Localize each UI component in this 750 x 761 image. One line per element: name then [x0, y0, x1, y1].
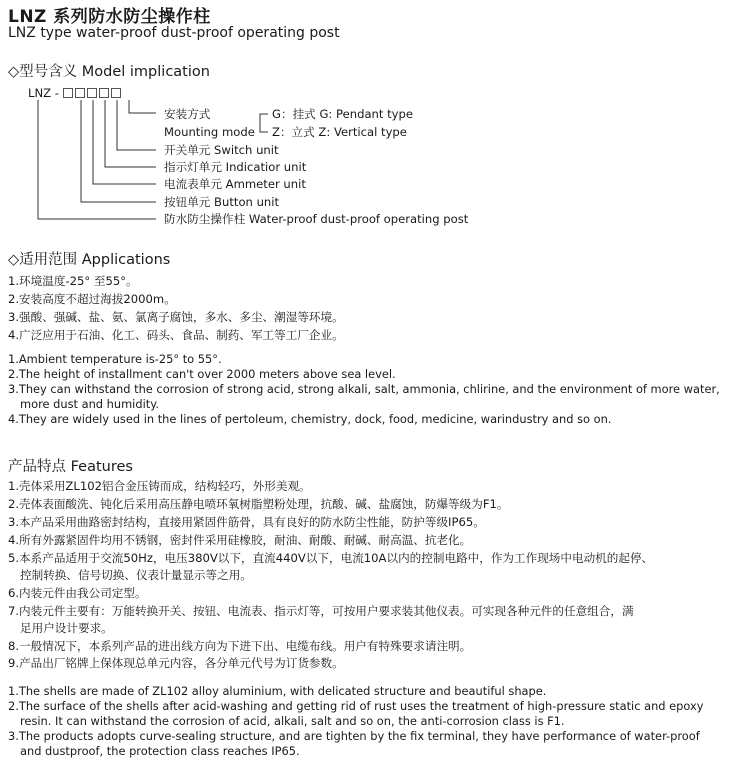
mount-en: Mounting mode: [164, 125, 255, 139]
feat-en-3: 3.The products adopts curve-sealing structure, and are tighten by the fix terminal, they have performance of water-proof: [8, 729, 700, 743]
mount-bracket: [260, 114, 268, 132]
feat-cn-6: 6.内装元件由我公司定型。: [8, 586, 147, 600]
label-ammeter-unit: 电流表单元 Ammeter unit: [164, 177, 306, 191]
label-button-unit: 按钮单元 Button unit: [164, 195, 280, 209]
connector-button: [81, 100, 156, 202]
label-operating-post: 防水防尘操作柱 Water-proof dust-proof operating post: [164, 212, 469, 226]
connector-post: [38, 100, 156, 219]
app-cn-3: 3.强酸、强碱、盐、氨、氯离子腐蚀，多水、多尘、潮湿等环境。: [8, 310, 344, 324]
feat-cn-7-cont: 足用户设计要求。: [20, 621, 113, 635]
feat-en-2-cont: resin. It can withstand the corrosion of acid, alkali, salt and so on, the anti-corrosion class is F1.: [20, 714, 565, 728]
option-pendant: G：挂式 G: Pendant type: [272, 107, 414, 121]
feat-en-3-cont: and dustproof, the protection class reaches IP65.: [20, 744, 300, 758]
feat-cn-7: 7.内装元件主要有：万能转换开关、按钮、电流表、指示灯等，可按用户要求装其他仪表。可实现各种元件的任意组合，满: [8, 604, 634, 618]
feat-cn-8: 8.一般情况下，本系列产品的进出线方向为下进下出、电缆布线。用户有特殊要求请注明。: [8, 639, 472, 653]
app-cn-2: 2.安装高度不超过海拔2000m。: [8, 292, 176, 306]
label-switch-unit: 开关单元 Switch unit: [164, 143, 279, 157]
feat-en-1: 1.The shells are made of ZL102 alloy aluminium, with delicated structure and beautiful shape.: [8, 684, 547, 698]
feat-cn-9: 9.产品出厂铭牌上保体现总单元内容，各分单元代号为订货参数。: [8, 656, 344, 670]
app-en-3: 3.They can withstand the corrosion of strong acid, strong alkali, salt, ammonia, chlirine, and the environment of more water,: [8, 382, 720, 396]
feat-cn-2: 2.壳体表面酸洗、钝化后采用高压静电喷环氧树脂塑粉处理，抗酸、碱、盐腐蚀，防爆等级为F1。: [8, 497, 509, 511]
app-cn-4: 4.广泛应用于石油、化工、码头、食品、制药、军工等工厂企业。: [8, 328, 344, 342]
feat-cn-1: 1.壳体采用ZL102铝合金压铸而成，结构轻巧，外形美观。: [8, 479, 311, 493]
feat-en-2: 2.The surface of the shells after acid-washing and getting rid of rust uses the treatment of high-pressure static and epoxy: [8, 699, 704, 713]
model-prefix: LNZ -: [28, 86, 59, 100]
app-en-2: 2.The height of installment can't over 2000 meters above sea level.: [8, 367, 396, 381]
app-en-1: 1.Ambient temperature is-25° to 55°.: [8, 352, 222, 366]
app-en-3-cont: more dust and humidity.: [20, 397, 159, 411]
page-subtitle: LNZ type water-proof dust-proof operating post: [8, 25, 340, 41]
feat-cn-4: 4.所有外露紧固件均用不锈钢，密封件采用硅橡胶，耐油、耐酸、耐碱、耐高温、抗老化。: [8, 533, 472, 547]
model-diagram: [0, 80, 750, 230]
applications-heading: ◇适用范围 Applications: [8, 252, 171, 268]
option-vertical: Z：立式 Z: Vertical type: [272, 125, 407, 139]
connector-switch: [117, 100, 156, 150]
connector-mount: [129, 100, 156, 113]
mount-cn: 安装方式: [164, 107, 211, 121]
feat-cn-5-cont: 控制转换、信号切换、仪表计量显示等之用。: [20, 568, 252, 582]
connector-indicator: [105, 100, 156, 167]
page-title: LNZ 系列防水防尘操作柱: [8, 7, 211, 27]
feat-cn-3: 3.本产品采用曲路密封结构，直接用紧固件筋骨，具有良好的防水防尘性能，防护等级IP65。: [8, 515, 485, 529]
app-cn-1: 1.环境温度-25° 至55°。: [8, 274, 138, 288]
feat-cn-5: 5.本系产品适用于交流50Hz，电压380V以下，直流440V以下，电流10A以内的控制电路中，作为工作现场中电动机的起停、: [8, 551, 654, 565]
model-heading: ◇型号含义 Model implication: [8, 64, 210, 80]
features-heading: 产品特点 Features: [8, 459, 133, 475]
label-indicator-unit: 指示灯单元 Indicatior unit: [164, 160, 307, 174]
app-en-4: 4.They are widely used in the lines of pertoleum, chemistry, dock, food, medicine, warindustry and so on.: [8, 412, 612, 426]
